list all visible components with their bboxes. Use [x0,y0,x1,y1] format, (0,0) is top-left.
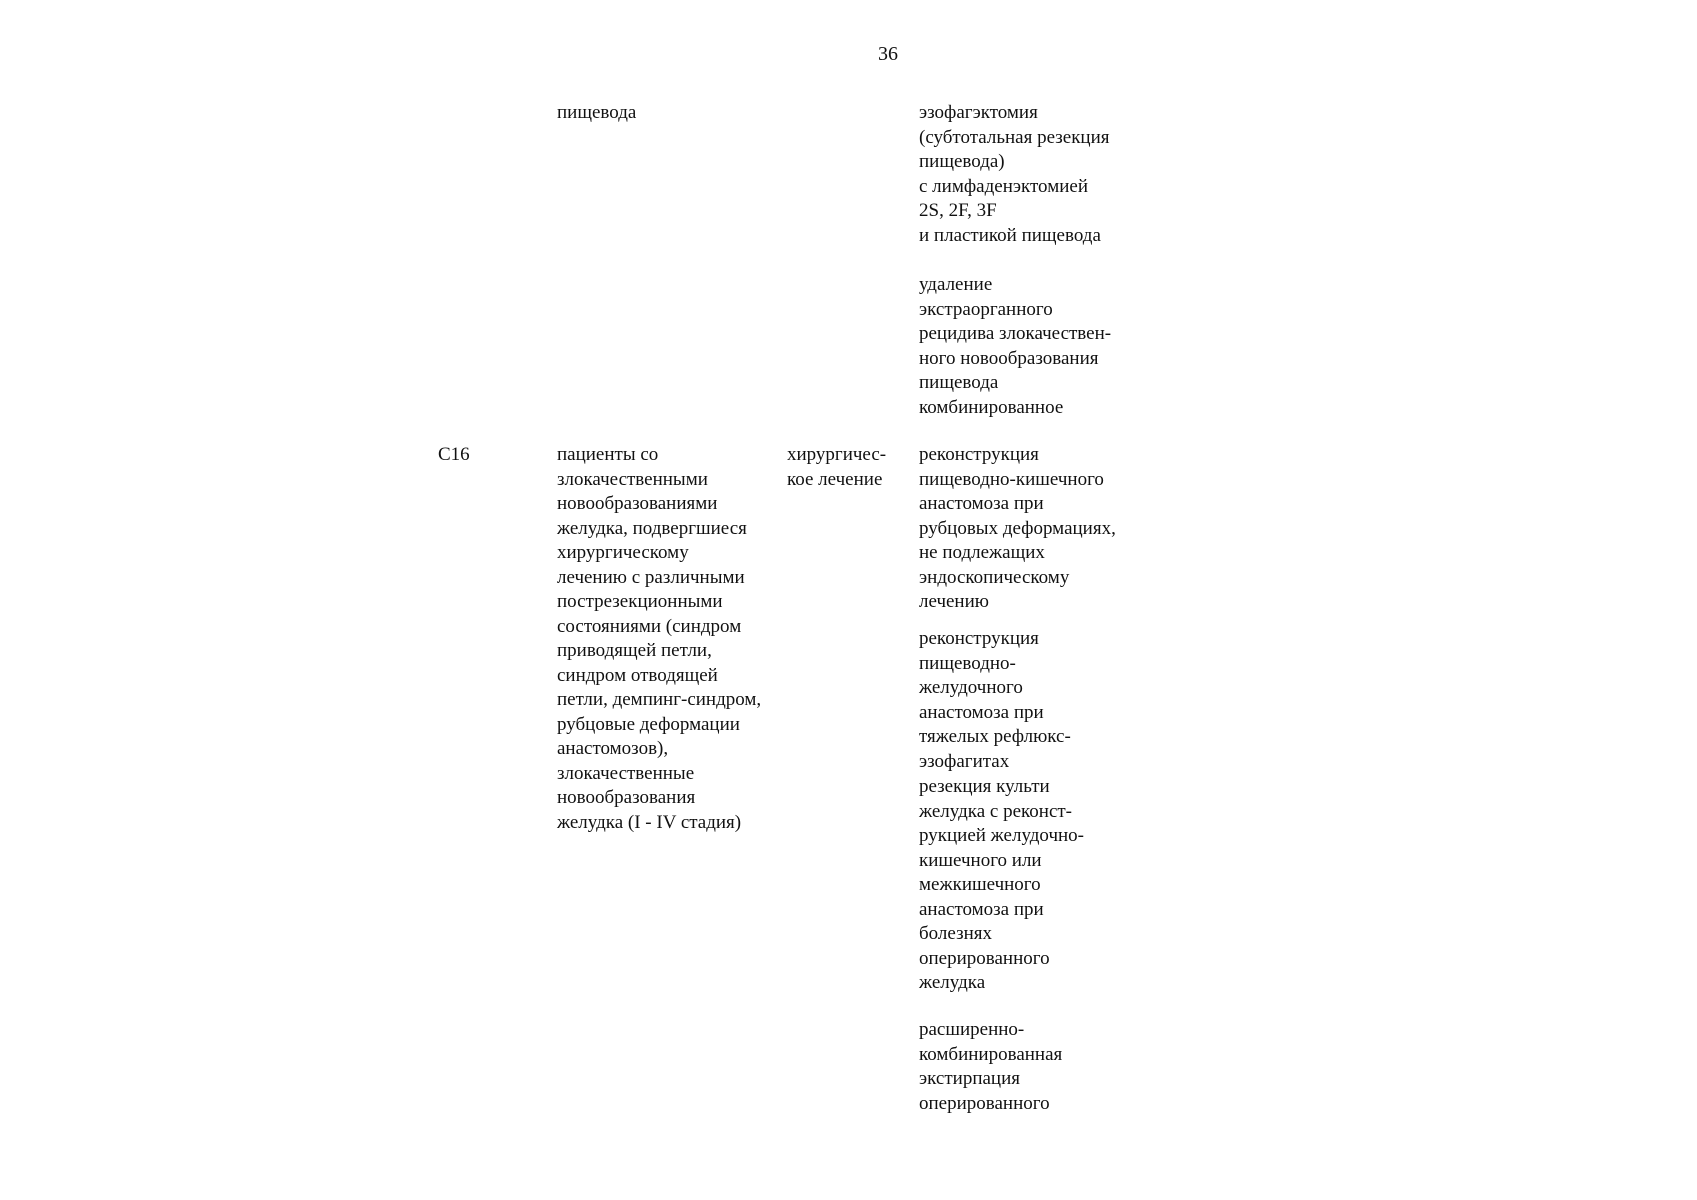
patient-model-cell: пациенты со злокачественными новообразованиями желудка, подвергшиеся хирургическому лечению с различными пострезекционными состояниями (синдром приводящей петли, синдром отводящей петли, демпинг-синдром, рубцовые деформации анастомозов), злокачественные новообразования желудка (I - IV стадия) [557,444,762,833]
patient-model-cell: пищевода [557,102,637,123]
treatment-method-cell: реконструкция пищеводно- желудочного анастомоза при тяжелых рефлюкс- эзофагитах [919,628,1071,772]
treatment-method-cell: резекция культи желудка с реконст- рукцией желудочно- кишечного или межкишечного анастомоза при болезнях оперированного желудка [919,776,1084,993]
treatment-method-cell: расширенно- комбинированная экстирпация оперированного [919,1019,1063,1114]
treatment-method-cell: удаление экстраорганного рецидива злокачествен- ного новообразования пищевода комбинированное [919,274,1112,418]
treatment-type-cell: хирургичес- кое лечение [787,444,887,490]
diagnosis-code-cell: C16 [438,444,470,465]
treatment-method-cell: эзофагэктомия (субтотальная резекция пищевода) с лимфаденэктомией 2S, 2F, 3F и пластикой пищевода [919,102,1110,246]
treatment-method-cell: реконструкция пищеводно-кишечного анастомоза при рубцовых деформациях, не подлежащих эндоскопическому лечению [919,444,1116,612]
page-number: 36 [878,43,898,65]
